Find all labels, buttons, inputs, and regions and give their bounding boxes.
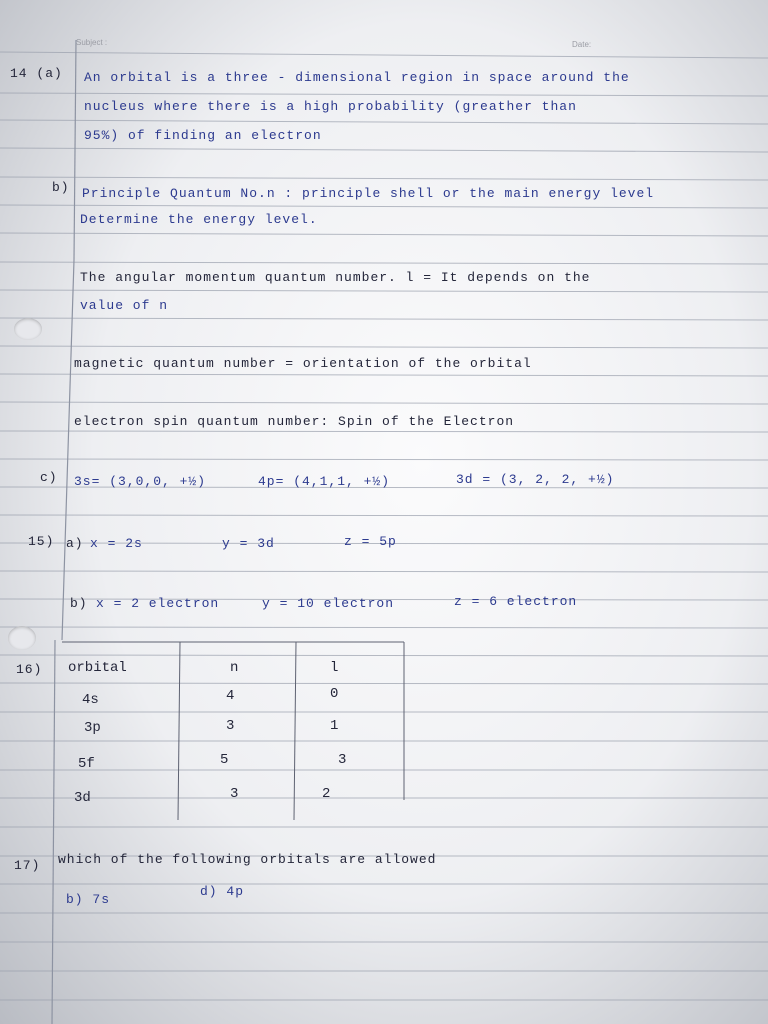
q14c-4p: 4p= (4,1,1, +½) bbox=[258, 474, 391, 489]
q17-answer-d: d) 4p bbox=[200, 884, 245, 899]
header-l: l bbox=[330, 660, 339, 676]
spin-line: electron spin quantum number: Spin of the Electron bbox=[74, 414, 515, 429]
q17-question: which of the following orbitals are allowed bbox=[58, 852, 437, 867]
q15b-x: x = 2 electron bbox=[96, 596, 220, 611]
q14-number: 14 (a) bbox=[10, 66, 63, 81]
angular-line-2: value of n bbox=[80, 298, 169, 313]
q15b-label: b) bbox=[70, 596, 88, 611]
q15a-label: a) bbox=[66, 536, 84, 551]
header-orbital: orbital bbox=[68, 660, 127, 676]
q14b-label: b) bbox=[52, 180, 70, 195]
q14a-line-3: 95%) of finding an electron bbox=[84, 128, 322, 143]
binder-hole-lower bbox=[8, 626, 36, 650]
row-3d-l: 2 bbox=[322, 786, 331, 802]
subject-label: Subject : bbox=[76, 38, 108, 47]
q16-number: 16) bbox=[16, 662, 43, 677]
date-label: Date: bbox=[572, 40, 592, 49]
row-5f-n: 5 bbox=[220, 752, 229, 768]
row-5f-orbital: 5f bbox=[78, 756, 95, 772]
row-3p-n: 3 bbox=[226, 718, 235, 734]
row-3d-n: 3 bbox=[230, 786, 239, 802]
angular-line-1: The angular momentum quantum number. l = It depends on the bbox=[80, 270, 591, 285]
q15b-y: y = 10 electron bbox=[262, 596, 395, 611]
q14c-label: c) bbox=[40, 470, 58, 485]
q15a-y: y = 3d bbox=[222, 536, 275, 551]
row-5f-l: 3 bbox=[338, 752, 347, 768]
magnetic-line: magnetic quantum number = orientation of the orbital bbox=[74, 356, 532, 371]
binder-hole-upper bbox=[14, 318, 42, 340]
header-n: n bbox=[230, 660, 239, 676]
row-4s-orbital: 4s bbox=[82, 692, 99, 708]
q15a-z: z = 5p bbox=[344, 534, 397, 549]
q17-answer-b: b) 7s bbox=[66, 892, 111, 907]
q14a-line-1: An orbital is a three - dimensional region in space around the bbox=[84, 70, 630, 85]
row-4s-l: 0 bbox=[330, 686, 339, 702]
row-3d-orbital: 3d bbox=[74, 790, 91, 806]
q15b-z: z = 6 electron bbox=[454, 594, 578, 609]
q14a-line-2: nucleus where there is a high probability (greather than bbox=[84, 99, 577, 114]
q14c-3s: 3s= (3,0,0, +½) bbox=[74, 474, 207, 489]
q15-number: 15) bbox=[28, 534, 55, 549]
row-4s-n: 4 bbox=[226, 688, 235, 704]
row-3p-orbital: 3p bbox=[84, 720, 101, 736]
row-3p-l: 1 bbox=[330, 718, 339, 734]
q14b-line-2: Determine the energy level. bbox=[80, 212, 318, 227]
q15a-x: x = 2s bbox=[90, 536, 143, 551]
q14c-3d: 3d = (3, 2, 2, +½) bbox=[456, 472, 615, 487]
q17-number: 17) bbox=[14, 858, 41, 873]
q14b-line-1: Principle Quantum No.n : principle shell or the main energy level bbox=[82, 186, 655, 201]
